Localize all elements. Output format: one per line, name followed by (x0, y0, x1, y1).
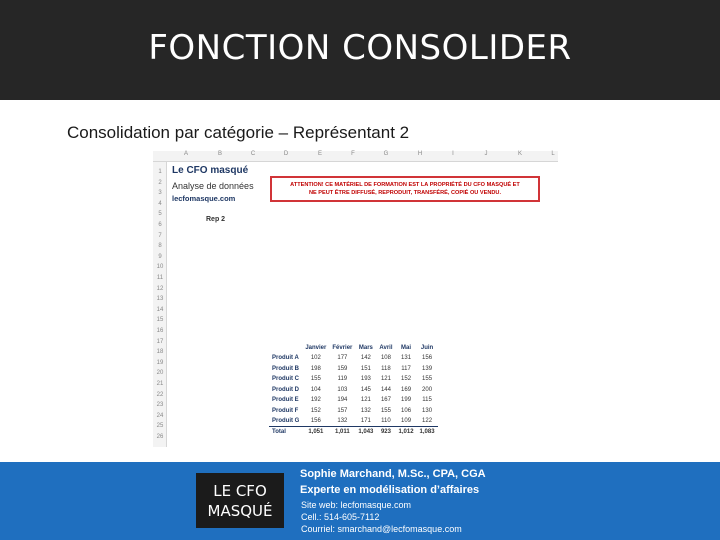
row-header: 12 (156, 285, 164, 292)
table-header-cell: Mars (358, 344, 373, 351)
value-cell: 1,083 (417, 427, 438, 438)
row-header: 25 (156, 423, 164, 430)
logo-line-1: LE CFO (213, 482, 267, 500)
table-header-cell: Janvier (305, 344, 327, 351)
row-header: 7 (158, 232, 162, 239)
table-header-cell: Mai (401, 344, 412, 351)
column-header: B (217, 151, 222, 157)
column-header: F (351, 151, 355, 157)
value-cell: 177 (337, 355, 348, 362)
contact-role: Experte en modélisation d’affaires (300, 484, 480, 496)
value-cell: 156 (422, 355, 433, 362)
row-header: 9 (158, 253, 162, 260)
row-label-cell: Produit D (272, 386, 299, 393)
warning-box (270, 176, 540, 202)
value-cell: 121 (380, 376, 391, 383)
column-header: C (250, 151, 256, 157)
column-header: E (317, 151, 322, 157)
table-row (269, 353, 438, 364)
value-cell: 1,051 (302, 427, 329, 438)
value-cell: 167 (380, 397, 391, 404)
column-header: J (484, 151, 488, 157)
value-cell: 1,012 (396, 427, 417, 438)
value-cell: 144 (380, 386, 391, 393)
row-header: 19 (156, 359, 164, 366)
row-label-cell: Produit A (272, 355, 299, 362)
value-cell: 159 (337, 365, 348, 372)
column-header: K (517, 151, 522, 157)
rep-label: Rep 2 (206, 216, 226, 223)
warning-line-1: ATTENTION! CE MATÉRIEL DE FORMATION EST LA PROPRIÉTÉ DU CFO MASQUÉ ET (290, 182, 520, 188)
value-cell: 132 (360, 407, 371, 414)
column-header: G (383, 151, 389, 157)
contact-web[interactable]: Site web: lecfomasque.com (301, 500, 412, 510)
spreadsheet-screenshot (153, 151, 558, 447)
row-label-cell: Produit C (272, 376, 299, 383)
value-cell: 110 (381, 418, 391, 424)
sales-table (269, 342, 438, 437)
row-label-cell: Produit E (272, 397, 299, 404)
row-header: 23 (156, 402, 164, 409)
row-header: 14 (156, 306, 164, 313)
value-cell: 199 (401, 397, 412, 404)
value-cell: 117 (401, 365, 411, 372)
row-header: 6 (158, 222, 162, 228)
row-header: 10 (156, 264, 164, 271)
cfo-subtitle: Analyse de données (172, 181, 254, 191)
value-cell: 193 (360, 376, 371, 383)
row-header: 21 (156, 381, 164, 387)
value-cell: 109 (401, 418, 412, 424)
value-cell: 115 (422, 397, 432, 404)
value-cell: 142 (360, 355, 371, 362)
warning-line-2: NE PEUT ÊTRE DIFFUSÉ, REPRODUIT, TRANSFÉRÉ, COPIÉ OU VENDU. (308, 190, 502, 196)
row-label-cell: Produit B (272, 365, 299, 372)
row-header: 17 (156, 338, 164, 345)
table-row (269, 385, 438, 396)
cfo-title: Le CFO masqué (172, 165, 249, 176)
column-header: L (551, 151, 555, 157)
row-header: 18 (156, 349, 164, 356)
row-header: 24 (156, 412, 164, 419)
value-cell: 923 (376, 427, 395, 438)
value-cell: 102 (310, 355, 321, 362)
table-row (269, 416, 438, 427)
row-header: 22 (156, 391, 164, 398)
table-header-cell: Février (332, 344, 353, 351)
logo-line-2: MASQUÉ (207, 502, 273, 520)
value-cell: 132 (337, 418, 348, 424)
contact-cell: Cell.: 514-605-7112 (301, 512, 380, 522)
value-cell: 194 (337, 397, 348, 404)
value-cell: 155 (310, 376, 321, 383)
value-cell: 103 (337, 386, 348, 393)
value-cell: 192 (310, 397, 321, 404)
value-cell: 151 (360, 365, 371, 372)
value-cell: 1,011 (329, 427, 355, 438)
row-header: 15 (156, 317, 164, 324)
row-label-cell: Total (269, 427, 302, 438)
row-header: 20 (156, 370, 164, 377)
table-row (269, 374, 438, 385)
row-label-cell: Produit G (272, 418, 300, 424)
cfo-site: lecfomasque.com (172, 194, 236, 203)
value-cell: 118 (381, 365, 391, 372)
value-cell: 106 (401, 407, 412, 414)
contact-email[interactable]: Courriel: smarchand@lecfomasque.com (301, 524, 462, 534)
table-header-cell: Avril (379, 344, 393, 351)
value-cell: 139 (422, 365, 433, 372)
row-header: 1 (158, 169, 162, 175)
value-cell: 171 (360, 418, 371, 424)
value-cell: 198 (310, 365, 321, 372)
value-cell: 156 (310, 418, 321, 424)
row-label-cell: Produit F (272, 407, 299, 414)
value-cell: 152 (310, 407, 321, 414)
value-cell: 119 (337, 376, 348, 383)
slide-title: FONCTION CONSOLIDER (148, 28, 572, 68)
column-header: H (417, 151, 423, 157)
row-header: 11 (156, 275, 164, 281)
column-header: D (283, 151, 289, 157)
row-header: 2 (158, 179, 162, 186)
table-header-cell: Juin (420, 344, 434, 351)
value-cell: 121 (360, 397, 371, 404)
table-header-cell (269, 342, 302, 353)
value-cell: 131 (401, 355, 412, 362)
row-header: 5 (158, 211, 162, 218)
row-header: 13 (156, 296, 164, 303)
value-cell: 157 (337, 407, 348, 414)
row-header: 4 (158, 200, 162, 207)
column-header: A (183, 151, 188, 157)
row-header: 16 (156, 328, 164, 334)
value-cell: 130 (422, 407, 433, 414)
value-cell: 108 (380, 355, 391, 362)
row-header: 8 (158, 243, 162, 250)
row-header: 26 (156, 434, 164, 440)
value-cell: 155 (380, 407, 391, 414)
value-cell: 155 (422, 376, 433, 383)
contact-name: Sophie Marchand, M.Sc., CPA, CGA (300, 468, 486, 480)
table-row (269, 395, 438, 406)
table-row (269, 364, 438, 375)
value-cell: 152 (401, 376, 412, 383)
value-cell: 1,043 (355, 427, 376, 438)
value-cell: 122 (422, 418, 433, 424)
total-row (269, 427, 438, 438)
logo (196, 473, 284, 528)
slide-subtitle: Consolidation par catégorie – Représentant 2 (67, 123, 410, 142)
table-row (269, 406, 438, 417)
row-header: 3 (158, 190, 162, 197)
column-header: I (452, 151, 454, 157)
value-cell: 104 (310, 386, 321, 393)
value-cell: 145 (360, 386, 371, 393)
value-cell: 169 (401, 386, 412, 393)
value-cell: 200 (422, 386, 433, 393)
title-bar (0, 0, 720, 100)
